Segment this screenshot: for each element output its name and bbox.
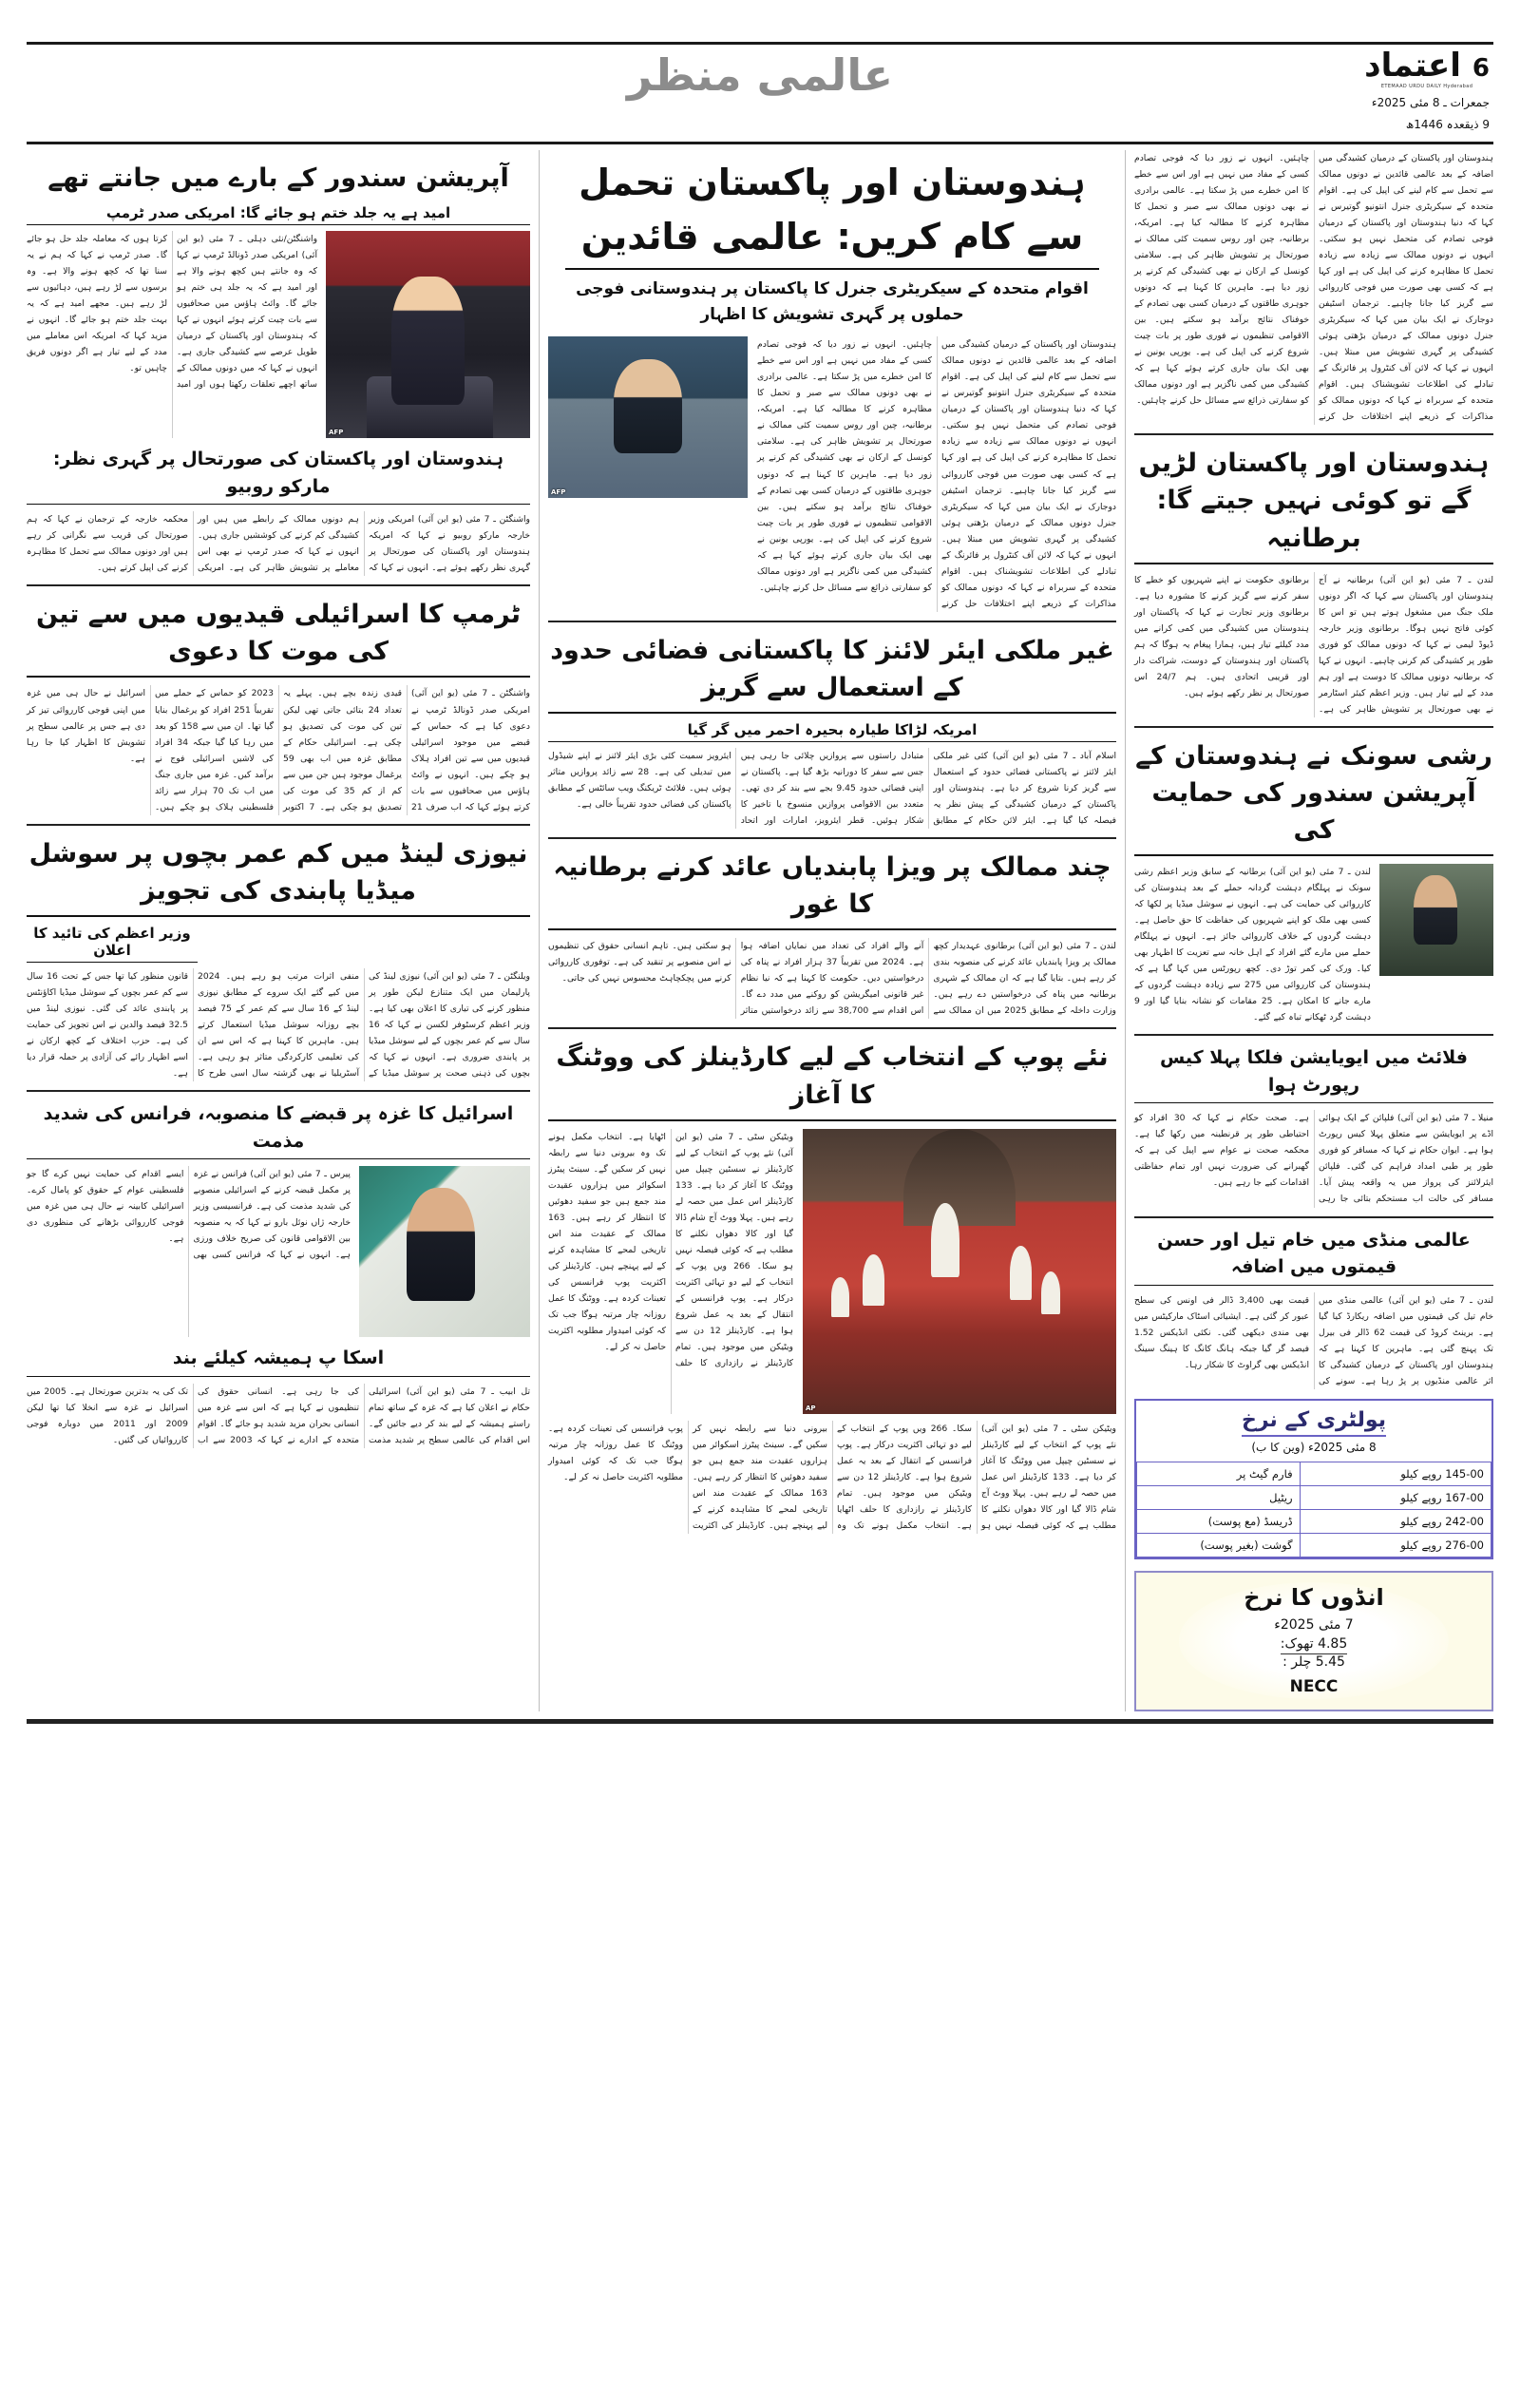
israel-sub-headline: اسکا پ ہمیشہ کیلئے بند [27,1345,530,1377]
poultry-value-3: 276-00 روپے کیلو [1300,1533,1491,1557]
nameplate [1364,49,1490,133]
date-gregorian: جمعرات ـ 8 مئی 2025ء [1371,95,1490,109]
egg-retail-label: چلر : [1282,1653,1312,1670]
cardinal-mitre [931,1203,960,1277]
trump-headline: آپریشن سندور کے بارے میں جانتے تھے [48,163,509,193]
cardinal-mitre [831,1277,850,1317]
vatican-body-cont: ویٹیکن سٹی ـ 7 مئی (یو این آئی) نئے پوپ کے انتخاب کے لیے کارڈینلز نے سسٹین چیپل میں ووٹنگ کا آغاز کر دیا ہے۔ 133 کارڈینلز اس عمل میں حصہ لے رہے ہیں۔ پہلا ووٹ آج شام ڈالا گیا اور کالا دھواں نکلنے کا مطلب ہے کہ کوئی فیصلہ نہیں ہو سکا۔ 266 ویں پوپ کے انتخاب کے لیے دو تہائی اکثریت درکار ہے۔ پوپ فرانسس کے انتقال کے بعد یہ عمل شروع ہوا ہے۔ کارڈینلز 12 دن سے ویٹیکن میں موجود ہیں۔ تمام کارڈینلز نے رازداری کا حلف اٹھایا ہے۔ انتخاب مکمل ہونے تک وہ بیرونی دنیا سے رابطہ نہیں کر سکیں گے۔ سینٹ پیٹرز اسکوائر میں ہزاروں عقیدت مند جمع ہیں جو سفید دھوئیں کا انتظار کر رہے ہیں۔ 163 ممالک کے عقیدت مند اس تاریخی لمحے کا مشاہدہ کرنے کے لیے پہنچے ہیں۔ کارڈینلز کی اکثریت پوپ فرانسس کی تعینات کردہ ہے۔ ووٹنگ کا عمل روزانہ چار مرتبہ ہوگا جب تک کہ کوئی امیدوار مطلوبہ اکثریت حاصل نہ کر لے۔ [548,1423,1116,1531]
britain-body: لندن ـ 7 مئی (یو این آئی) برطانیہ نے آج ہندوستان اور پاکستان سے کہا کہ اگر دونوں ملک جنگ میں مشغول ہوتے ہیں تو اس کا کوئی فاتح نہیں ہوگا۔ برطانوی وزیر خارجہ ڈیوڈ لیمی نے کہا کہ دونوں ممالک کو فوری طور پر کشیدگی کم کرنی چاہیے۔ انہوں نے کہا کہ برطانیہ دونوں ممالک کا دوست ہے اور ہم مدد کے لیے تیار ہیں۔ وزیر اعظم کیئر اسٹارمر نے بھی صورتحال پر تشویش ظاہر کی ہے۔ برطانوی حکومت نے اپنے شہریوں کو خطے کا سفر کرنے سے گریز کرنے کا مشورہ دیا ہے۔ برطانوی وزیر تجارت نے کہا کہ پاکستان اور ہندوستان میں کشیدگی میں کمی کرانے میں مدد کیلئے تیار ہیں، ہمارا پیغام یہ ہوگا کہ ہم پاکستان اور ہندوستان کے دوست، شراکت دار اور قریبی اتحادی ہیں۔ ہم 24/7 اس صورتحال پر نظر رکھے ہوئے ہیں۔ [1134,574,1493,715]
flight-report-headline: فلائٹ میں ایویایشن فلکا پہلا کیس رپورٹ ہوا [1134,1044,1493,1103]
israel-france-headline: اسرائیل کا غزہ پر قبضے کا منصوبہ، فرانس کی شدید مذمت [27,1100,530,1159]
footer-rule [27,1719,1493,1724]
masthead [27,32,1493,144]
table-row [1137,1533,1492,1557]
airlines-subhead: امریکہ لڑاکا طیارہ بحیرہ احمر میں گر گیا [548,721,1116,742]
egg-retail-value: 5.45 [1315,1653,1345,1670]
sanctions-body: لندن ـ 7 مئی (یو این آئی) برطانوی عہدیدار کچھ ممالک پر ویزا پابندیاں عائد کرنے کی منصوبہ بندی کر رہے ہیں۔ بتایا گیا ہے کہ ان ممالک کے شہری برطانیہ میں پناہ کی درخواستیں دے رہے ہیں۔ وزارت داخلہ کے مطابق 2025 میں ان ممالک سے آنے والے افراد کی تعداد میں نمایاں اضافہ ہوا ہے۔ 2024 میں تقریباً 37 ہزار افراد نے پناہ کی درخواستیں دیں۔ حکومت کا کہنا ہے کہ نیا نظام غیر قانونی امیگریشن کو روکنے میں مدد دے گا۔ اس اقدام سے 38,700 سے زائد درخواستیں متاثر ہو سکتی ہیں۔ تاہم انسانی حقوق کی تنظیموں نے اس منصوبے پر تنقید کی ہے۔ توفوری کارروائی کرنے میں پچکچاہٹ محسوس نہیں کی جاتی۔ [548,941,1116,1017]
divider [1134,726,1493,728]
divider [1134,1034,1493,1036]
market-note-headline: عالمی منڈی میں خام تیل اور حسن قیمتوں میں اضافہ [1134,1227,1493,1286]
israel-france-body: پیرس ـ 7 مئی (یو این آئی) فرانس نے غزہ پر مکمل قبضہ کرنے کے اسرائیلی منصوبے کی شدید مذمت کی ہے۔ فرانسیسی وزیر خارجہ ژاں نوئل بارو نے کہا کہ یہ منصوبہ بین الاقوامی قانون کی صریح خلاف ورزی ہے۔ انہوں نے کہا کہ فرانس کسی بھی ایسے اقدام کی حمایت نہیں کرے گا جو فلسطینی عوام کے حقوق کو پامال کرے۔ اسرائیلی کابینہ نے حال ہی میں غزہ میں فوجی کارروائی بڑھانے کی منظوری دی ہے۔ [27,1169,351,1261]
table-row [1137,1485,1492,1509]
trump-subhead: امید ہے یہ جلد ختم ہو جائے گا: امریکی صدر ٹرمپ [27,204,530,225]
egg-date: 7 مئی 2025ء [1274,1616,1354,1633]
vatican-headline: نئے پوپ کے انتخاب کے لیے کارڈینلز کی ووٹنگ کا آغاز [548,1039,1116,1120]
photo-donald-trump [326,231,530,438]
table-row [1137,1462,1492,1485]
poultry-label-2: ڈریسڈ (مع پوست) [1137,1509,1301,1533]
trump-israel-body: واشنگٹن ـ 7 مئی (یو این آئی) امریکی صدر ڈونالڈ ٹرمپ نے دعوی کیا ہے کہ حماس کے قبضے میں موجود اسرائیلی قیدیوں میں سے تین افراد ہلاک ہو چکے ہیں۔ انہوں نے وائٹ ہاؤس میں صحافیوں سے بات کرتے ہوئے کہا کہ اب صرف 21 قیدی زندہ بچے ہیں۔ پہلے یہ تعداد 24 بتائی جاتی تھی لیکن تین کی موت کی تصدیق ہو چکی ہے۔ اسرائیلی حکام کے مطابق غزہ میں اب بھی 59 یرغمال موجود ہیں جن میں سے کم از کم 35 کی موت کی تصدیق ہو چکی ہے۔ 7 اکتوبر 2023 کو حماس کے حملے میں تقریباً 251 افراد کو یرغمال بنایا گیا تھا۔ ان میں سے 158 کو بعد میں رہا کیا گیا جبکہ 34 افراد کی لاشیں اسرائیلی فوج نے برآمد کیں۔ غزہ میں جاری جنگ میں اب تک 70 ہزار سے زائد فلسطینی ہلاک ہو چکے ہیں۔ اسرائیل نے حال ہی میں غزہ میں اپنی فوجی کارروائی تیز کر دی ہے جس پر عالمی سطح پر تشویش کا اظہار کیا جا رہا ہے۔ [27,688,530,812]
rubio-body: واشنگٹن ـ 7 مئی (یو این آئی) امریکی وزیر خارجہ مارکو روبیو نے کہا کہ امریکہ ہندوستان اور پاکستان کی صورتحال پر گہری نظر رکھے ہوئے ہے۔ انہوں نے کہا کہ ہم دونوں ممالک کے رابطے میں ہیں اور کشیدگی کم کرنے کی کوششیں جاری ہیں۔ انہوں نے کہا کہ صدر ٹرمپ نے بھی اس معاملے پر تشویش ظاہر کی ہے۔ امریکی محکمہ خارجہ کے ترجمان نے کہا کہ ہم صورتحال کی قریب سے نگرانی کر رہے ہیں اور دونوں ممالک سے تحمل کا مظاہرہ کرنے کی اپیل کرتے ہیں۔ [27,514,530,574]
section-title: عالمی منظر [626,49,894,101]
photo-french-official [359,1166,530,1337]
egg-price-box [1134,1571,1493,1711]
lead-subhead: اقوام متحدہ کے سیکریٹری جنرل کا پاکستان پر ہندوستانی فوجی حملوں پر گہری تشویش کا اظہار [565,268,1099,328]
photo-vatican-conclave [803,1129,1116,1414]
lead-body-right: ہندوستان اور پاکستان کے درمیان کشیدگی میں اضافہ کے بعد عالمی قائدین نے دونوں ممالک سے تحمل سے کام لینے کی اپیل کی ہے۔ اقوام متحدہ کے سیکریٹری جنرل انتونیو گوتیرس نے کہا کہ دنیا ہندوستان اور پاکستان کے درمیان فوجی تصادم کی متحمل نہیں ہو سکتی۔ انہوں نے دونوں ممالک سے زیادہ سے زیادہ تحمل کا مظاہرہ کرنے کی اپیل کی ہے اور کہا ہے کہ کسی بھی صورت میں فوجی کارروائی سے گریز کیا جانا چاہیے۔ ترجمان اسٹیفن دوجارک نے ایک بیان میں کہا کہ سیکریٹری جنرل دونوں ممالک کے درمیان بڑھتی ہوئی کشیدگی پر گہری تشویش میں مبتلا ہیں۔ انہوں نے کہا کہ لائن آف کنٹرول پر فائرنگ کے تبادلے کی اطلاعات تشویشناک ہیں۔ اقوام متحدہ کے سربراہ نے کہا کہ دونوں ممالک کو مذاکرات کے ذریعے اپنے اختلافات حل کرنے چاہئیں۔ انہوں نے زور دیا کہ فوجی تصادم کسی کے مفاد میں نہیں ہے اور اس سے خطے کا امن خطرے میں پڑ سکتا ہے۔ عالمی برادری نے بھی دونوں ممالک سے صبر و تحمل کا مظاہرہ کرنے کا مطالبہ کیا ہے۔ امریکہ، برطانیہ، چین اور روس سمیت کئی ممالک نے صورتحال پر تشویش ظاہر کی ہے۔ سلامتی کونسل کے ارکان نے بھی کشیدگی کم کرنے پر زور دیا ہے۔ ماہرین کا کہنا ہے کہ دونوں جوہری طاقتوں کے درمیان کسی بھی تصادم کے خوفناک نتائج برآمد ہو سکتے ہیں۔ بین الاقوامی تنظیموں نے فوری طور پر بات چیت شروع کرنے کی اپیل کی ہے۔ یورپی یونین نے بھی ایک بیان جاری کرتے ہوئے کہا ہے کہ کشیدگی میں کمی ناگزیر ہے اور دونوں ممالک کو سفارتی ذرائع سے مسائل حل کرنے چاہئیں۔ [1134,153,1493,423]
poultry-label-0: فارم گیٹ پر [1137,1462,1301,1485]
lead-body-left: ہندوستان اور پاکستان کے درمیان کشیدگی میں اضافہ کے بعد عالمی قائدین نے دونوں ممالک سے تحمل سے کام لینے کی اپیل کی ہے۔ اقوام متحدہ کے سیکریٹری جنرل انتونیو گوتیرس نے کہا کہ دنیا ہندوستان اور پاکستان کے درمیان فوجی تصادم کی متحمل نہیں ہو سکتی۔ انہوں نے دونوں ممالک سے زیادہ سے زیادہ تحمل کا مظاہرہ کرنے کی اپیل کی ہے اور کہا ہے کہ کسی بھی صورت میں فوجی کارروائی سے گریز کیا جانا چاہیے۔ ترجمان اسٹیفن دوجارک نے ایک بیان میں کہا کہ سیکریٹری جنرل دونوں ممالک کے درمیان بڑھتی ہوئی کشیدگی پر گہری تشویش میں مبتلا ہیں۔ انہوں نے کہا کہ لائن آف کنٹرول پر فائرنگ کے تبادلے کی اطلاعات تشویشناک ہیں۔ اقوام متحدہ کے سربراہ نے کہا کہ دونوں ممالک کو مذاکرات کے ذریعے اپنے اختلافات حل کرنے چاہئیں۔ انہوں نے زور دیا کہ فوجی تصادم کسی کے مفاد میں نہیں ہے اور اس سے خطے کا امن خطرے میں پڑ سکتا ہے۔ عالمی برادری نے بھی دونوں ممالک سے صبر و تحمل کا مظاہرہ کرنے کا مطالبہ کیا ہے۔ امریکہ، برطانیہ، چین اور روس سمیت کئی ممالک نے صورتحال پر تشویش ظاہر کی ہے۔ سلامتی کونسل کے ارکان نے بھی کشیدگی کم کرنے پر زور دیا ہے۔ ماہرین کا کہنا ہے کہ دونوں جوہری طاقتوں کے درمیان کسی بھی تصادم کے خوفناک نتائج برآمد ہو سکتے ہیں۔ بین الاقوامی تنظیموں نے فوری طور پر بات چیت شروع کرنے کی اپیل کی ہے۔ یورپی یونین نے بھی ایک بیان جاری کرتے ہوئے کہا ہے کہ کشیدگی میں کمی ناگزیر ہے اور دونوں ممالک کو سفارتی ذرائع سے مسائل حل کرنے چاہئیں۔ [757,339,1116,609]
egg-source: NECC [1289,1676,1339,1696]
nz-subhead: وزیر اعظم کی تائید کا اعلان [27,925,198,963]
egg-title: انڈوں کا نرخ [1244,1583,1384,1611]
page-number: 6 [1472,54,1490,83]
photo-antonio-guterres [548,336,748,498]
divider [1134,433,1493,435]
market-note-body: لندن ـ 7 مئی (یو این آئی) عالمی منڈی میں خام تیل کی قیمتوں میں اضافہ ریکارڈ کیا گیا ہے۔ برینٹ کروڈ کی قیمت 62 ڈالر فی بیرل تک پہنچ گئی ہے۔ ماہرین کا کہنا ہے کہ ہندوستان اور پاکستان کے درمیان کشیدگی کا اثر عالمی منڈیوں پر پڑ رہا ہے۔ سونے کی قیمت بھی 3,400 ڈالر فی اونس کی سطح عبور کر گئی ہے۔ ایشیائی اسٹاک مارکیٹس میں بھی مندی دیکھی گئی۔ نکئی انڈیکس 1.52 فیصد گر گیا جبکہ ہانگ کانگ کا ہینگ سینگ انڈیکس بھی گراوٹ کا شکار رہا۔ [1134,1294,1493,1386]
flight-report-body: منیلا ـ 7 مئی (یو این آئی) فلپائن کے ایک ہوائی اڈے پر ایویایشن سے متعلق پہلا کیس رپورٹ ہوا ہے۔ ایوان حکام نے کہا کہ مسافر کو فوری طور پر طبی امداد فراہم کی گئی۔ فلپائن ایئرلائنز کی پرواز میں یہ واقعہ پیش آیا۔ مسافر کی حالت اب مستحکم بتائی جا رہی ہے۔ صحت حکام نے کہا کہ 30 افراد کو احتیاطی طور پر قرنطینہ میں رکھا گیا ہے۔ محکمہ صحت نے عوام سے اپیل کی ہے کہ گھبرانے کی ضرورت نہیں اور تمام حفاظتی اقدامات کیے جا رہے ہیں۔ [1134,1113,1493,1205]
poultry-label-3: گوشت (بغیر پوست) [1137,1533,1301,1557]
rubio-headline: ہندوستان اور پاکستان کی صورتحال پر گہری نظر: مارکو روبیو [27,446,530,505]
egg-wholesale-label: تھوک: [1280,1635,1314,1652]
column-divider [539,150,540,1711]
trump-israel-headline: ٹرمپ کا اسرائیلی قیدیوں میں سے تین کی موت کا دعوی [27,596,530,678]
photo-credit: AFP [329,429,344,437]
divider [27,1090,530,1092]
trump-body: واشنگٹن/نئی دہلی ـ 7 مئی (یو این آئی) امریکی صدر ڈونالڈ ٹرمپ نے کہا کہ وہ جانتے ہیں کچھ ہونے والا ہے اور امید ہے کہ یہ جلد ہی ختم ہو جائے گا۔ وائٹ ہاؤس میں صحافیوں سے بات چیت کرتے ہوئے انہوں نے کہا کہ ہندوستان اور پاکستان کے درمیان طویل عرصے سے کشیدگی جاری ہے۔ انہوں نے کہا کہ میں دونوں ممالک کے ساتھ اچھے تعلقات رکھتا ہوں اور امید کرتا ہوں کہ معاملہ جلد حل ہو جائے گا۔ صدر ٹرمپ نے کہا کہ ہم نے یہ سنا تھا کہ کچھ ہونے والا ہے۔ وہ برسوں سے لڑ رہے ہیں، دہائیوں سے لڑ رہے ہیں۔ مجھے امید ہے کہ یہ بہت جلد ختم ہو جائے گا۔ انہوں نے مزید کہا کہ امریکہ اس معاملے میں مدد کے لیے تیار ہے اگر دونوں فریق چاہیں تو۔ [27,234,318,391]
cardinal-mitre [1010,1246,1032,1300]
britain-headline: ہندوستان اور پاکستان لڑیں گے تو کوئی نہیں جیتے گا: برطانیہ [1134,445,1493,564]
newspaper-page [0,32,1520,2408]
egg-wholesale-row [1136,1636,1492,1652]
sanctions-headline: چند ممالک پر ویزا پابندیاں عائد کرنے برطانیہ کا غور [548,849,1116,930]
center-zone [548,150,1116,1711]
airlines-body: اسلام آباد ـ 7 مئی (یو این آئی) کئی غیر ملکی ایئر لائنز نے پاکستانی فضائی حدود کے استعمال سے گریز کرنا شروع کر دیا ہے۔ ہندوستان اور پاکستان کے درمیان کشیدگی کے پیش نظر یہ فیصلہ کیا گیا ہے۔ ایئر لائن حکام کے مطابق متبادل راستوں سے پروازیں چلائی جا رہی ہیں جس سے سفر کا دورانیہ بڑھ گیا ہے۔ پاکستان نے اپنی فضائی حدود 9.45 بجے سے بند کر دی تھی۔ متعدد بین الاقوامی پروازیں منسوخ یا تاخیر کا شکار ہوئیں۔ قطر ایئرویز، امارات اور اتحاد ایئرویز سمیت کئی بڑی ایئر لائنز نے اپنے شیڈول میں تبدیلی کی ہے۔ 28 سے زائد پروازیں متاثر ہوئی ہیں۔ فلائٹ ٹریکنگ ویب سائٹس کے مطابق پاکستان کی فضائی حدود تقریباً خالی ہے۔ [548,750,1116,826]
cardinal-mitre [863,1254,884,1306]
right-rail [1134,150,1493,1711]
vatican-body: ویٹیکن سٹی ـ 7 مئی (یو این آئی) نئے پوپ کے انتخاب کے لیے کارڈینلز نے سسٹین چیپل میں ووٹنگ کا آغاز کر دیا ہے۔ 133 کارڈینلز اس عمل میں حصہ لے رہے ہیں۔ پہلا ووٹ آج شام ڈالا گیا اور کالا دھواں نکلنے کا مطلب ہے کہ کوئی فیصلہ نہیں ہو سکا۔ 266 ویں پوپ کے انتخاب کے لیے دو تہائی اکثریت درکار ہے۔ پوپ فرانسس کے انتقال کے بعد یہ عمل شروع ہوا ہے۔ کارڈینلز 12 دن سے ویٹیکن میں موجود ہیں۔ تمام کارڈینلز نے رازداری کا حلف اٹھایا ہے۔ انتخاب مکمل ہونے تک وہ بیرونی دنیا سے رابطہ نہیں کر سکیں گے۔ سینٹ پیٹرز اسکوائر میں ہزاروں عقیدت مند جمع ہیں جو سفید دھوئیں کا انتظار کر رہے ہیں۔ 163 ممالک کے عقیدت مند اس تاریخی لمحے کا مشاہدہ کرنے کے لیے پہنچے ہیں۔ کارڈینلز کی اکثریت پوپ فرانسس کی تعینات کردہ ہے۔ ووٹنگ کا عمل روزانہ چار مرتبہ ہوگا جب تک کہ کوئی امیدوار مطلوبہ اکثریت حاصل نہ کر لے۔ [548,1131,793,1368]
poultry-value-1: 167-00 روپے کیلو [1300,1485,1491,1509]
paper-logo: اعتماد [1364,47,1461,85]
divider [27,824,530,826]
table-row [1137,1509,1492,1533]
poultry-label-1: ریٹیل [1137,1485,1301,1509]
egg-wholesale-value: 4.85 [1318,1635,1348,1652]
lead-headline: ہندوستان اور پاکستان تحمل سے کام کریں: عالمی قائدین [579,162,1086,258]
airlines-headline: غیر ملکی ایئر لائنز کا پاکستانی فضائی حدود کے استعمال سے گریز [548,632,1116,714]
vatican-arch [903,1129,1016,1226]
sunak-body: لندن ـ 7 مئی (یو این آئی) برطانیہ کے سابق وزیر اعظم رشی سونک نے پہلگام دہشت گردانہ حملے کے بعد ہندوستان کی کارروائی کی حمایت کی ہے۔ انہوں نے سوشل میڈیا پر لکھا کہ کسی بھی ملک کو اپنے شہریوں کی حفاظت کا حق حاصل ہے۔ دہشت گردوں کے خلاف کارروائی جائز ہے۔ انہوں نے پہلگام حملے میں مارے گئے افراد کے اہل خانہ سے تعزیت کا اظہار بھی کیا۔ ورک کی کمر توڑ دی۔ کچھ رپورٹس میں کہا گیا ہے کہ ہندوستان کی کارروائی میں 275 سے زیادہ دہشت گردوں کے مارے جانے کا امکان ہے۔ 25 مقامات کو نشانہ بنایا گیا اور 9 دہشت گرد ٹھکانے تباہ کیے گئے۔ [1134,867,1371,1023]
poultry-date: 8 مئی 2025ء (وین کا ب) [1251,1440,1377,1454]
nz-body: ویلنگٹن ـ 7 مئی (یو این آئی) نیوزی لینڈ کی پارلیمان میں ایک متنازع لیکن طور پر منظور کرنے کی تیاری کا اعلان بھی کیا ہے۔ وزیر اعظم کرسٹوفر لکسن نے کہا کہ 16 سال سے کم عمر بچوں کے لیے سوشل میڈیا پر پابندی ضروری ہے۔ انہوں نے کہا کہ بچوں کی ذہنی صحت پر سوشل میڈیا کے منفی اثرات مرتب ہو رہے ہیں۔ 2024 میں کیے گئے ایک سروے کے مطابق نیوزی لینڈ کے 16 سال سے کم عمر کے 75 فیصد بچے روزانہ سوشل میڈیا استعمال کرتے ہیں۔ ماہرین کا کہنا ہے کہ اس سے ان کی تعلیمی کارکردگی متاثر ہو رہی ہے۔ آسٹریلیا نے بھی گزشتہ سال اسی طرح کا قانون منظور کیا تھا جس کے تحت 16 سال سے کم عمر بچوں کے سوشل میڈیا اکاؤنٹس پر پابندی عائد کی گئی۔ نیوزی لینڈ میں 32.5 فیصد والدین نے اس تجویز کی حمایت کی ہے۔ حزب اختلاف کے کچھ ارکان نے اسے اظہار رائے کی آزادی پر حملہ قرار دیا ہے۔ [27,970,530,1079]
israel-sub-body: تل ابیب ـ 7 مئی (یو این آئی) اسرائیلی حکام نے اعلان کیا ہے کہ غزہ کے ساتھ تمام راستے ہمیشہ کے لیے بند کر دیے جائیں گے۔ اس اقدام کی عالمی سطح پر شدید مذمت کی جا رہی ہے۔ انسانی حقوق کی تنظیموں نے کہا ہے کہ اس سے غزہ میں انسانی بحران مزید شدید ہو جائے گا۔ اقوام متحدہ کے ادارے نے کہا کہ 2003 سے اب تک کی یہ بدترین صورتحال ہے۔ 2005 میں اسرائیل نے غزہ سے انخلا کیا تھا لیکن 2009 اور 2011 میں دوبارہ فوجی کارروائیاں کی گئیں۔ [27,1386,531,1445]
divider [548,621,1116,622]
masthead-top-rule [27,42,1493,45]
divider [548,837,1116,839]
cardinal-mitre [1041,1271,1060,1314]
egg-retail-row [1136,1654,1492,1670]
paper-logo-latin: ETEMAAD URDU DAILY Hyderabad [1380,83,1473,89]
poultry-value-0: 145-00 روپے کیلو [1300,1462,1491,1485]
poultry-table [1136,1462,1492,1558]
nz-headline: نیوزی لینڈ میں کم عمر بچوں پر سوشل میڈیا پابندی کی تجویز [27,835,530,917]
divider [548,1027,1116,1029]
poultry-title: پولٹری کے نرخ [1136,1401,1492,1434]
column-divider [1125,150,1126,1711]
photo-rishi-sunak [1379,864,1493,976]
photo-credit: AFP [551,488,566,497]
page-content [27,150,1493,1711]
left-zone [27,150,530,1711]
poultry-price-box [1134,1399,1493,1559]
sunak-headline: رشی سونک نے ہندوستان کے آپریشن سندور کی حمایت کی [1134,737,1493,856]
date-hijri: 9 ذیقعدہ 1446ھ [1405,117,1490,131]
photo-credit: AP [806,1404,816,1412]
poultry-value-2: 242-00 روپے کیلو [1300,1509,1491,1533]
divider [1134,1216,1493,1218]
divider [27,584,530,586]
